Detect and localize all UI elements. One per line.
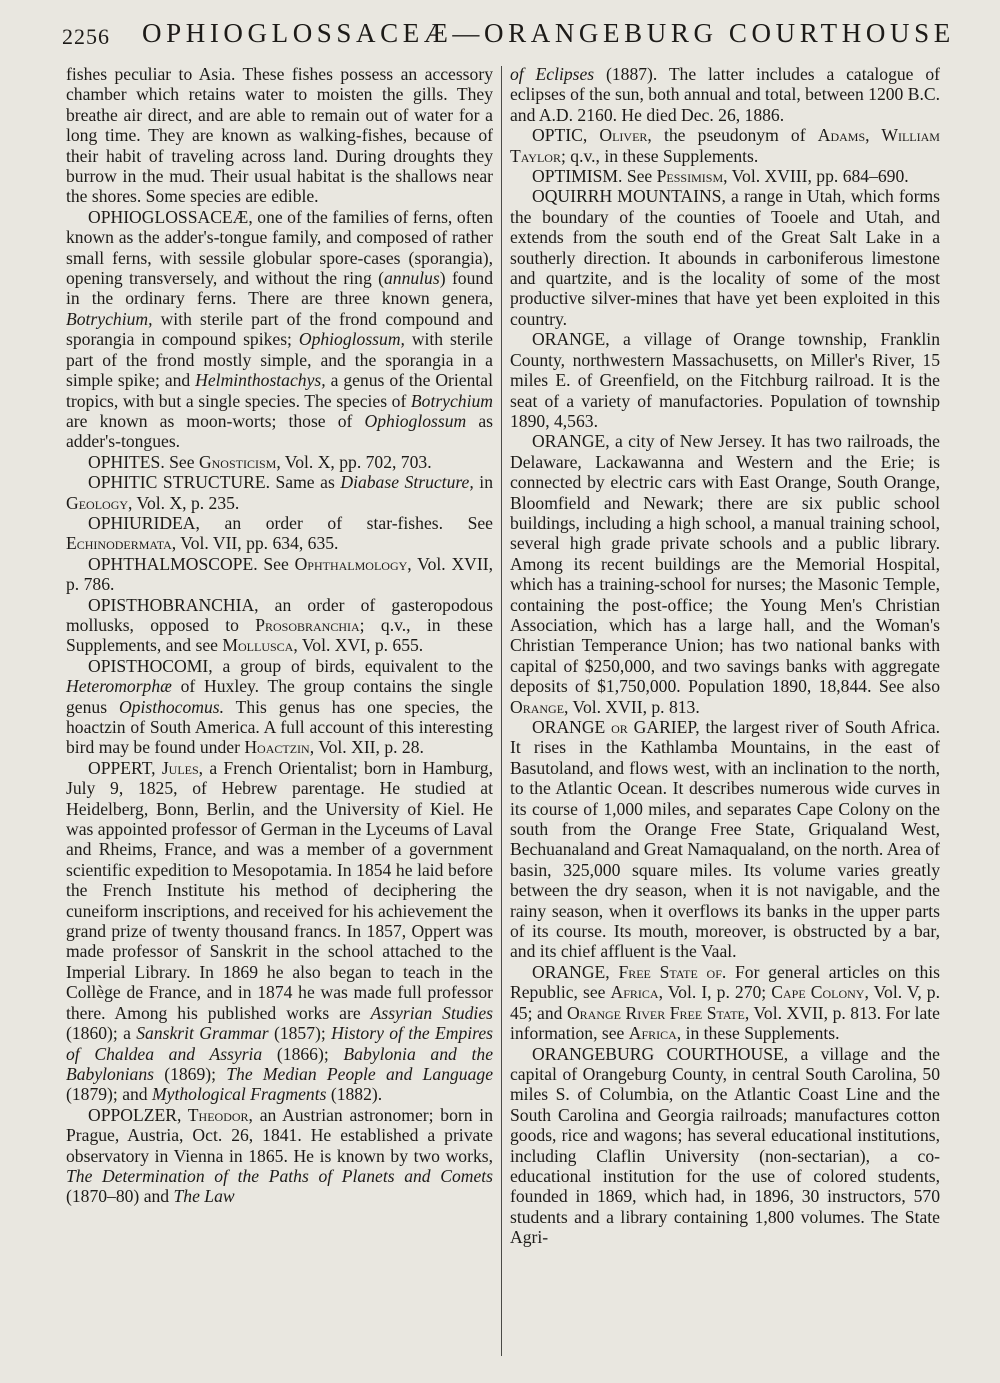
- entry-headword: OPHIOGLOSSACEÆ,: [88, 206, 253, 227]
- entry-oquirrh-mountains: OQUIRRH MOUNTAINS, a range in Utah, which forms the boundary of the counties of Tooele and Utah, and extends from the south end of the Great Salt Lake in a southerly direction. It abounds in carboniferous limestone and quartzite, and is the locality of some of the most productive silver-mines that have yet been exploited in this country.: [510, 186, 940, 329]
- entry-headword: ORANGE,: [532, 329, 610, 350]
- entry-oppert: OPPERT, Jules, a French Orientalist; born in Hamburg, July 9, 1825, of Hebrew parentage. He studied at Heidelberg, Bonn, Berlin, and the University of Kiel. He was appointed professor of German in the Lyceums of Laval and Rheims, France, and was a member of a government scientific expedition to Mesopotamia. In 1854 he laid before the French Institute his method of deciphering the cuneiform inscriptions, and received for his achievement the grand prize of twenty thousand francs. In 1857, Oppert was made professor of Sanskrit in the school attached to the Imperial Library. In 1869 he also began to teach in the Collège de France, and in 1874 he was made full professor there. Among his published works are Assyrian Studies (1860); a Sanskrit Grammar (1857); History of the Empires of Chaldea and Assyria (1866); Babylonia and the Babylonians (1869); The Median People and Language (1879); and Mythological Fragments (1882).: [66, 757, 494, 1105]
- entry-headword: ORANGE: [532, 717, 606, 737]
- entry-headword: OPHIURIDEA,: [88, 512, 200, 533]
- entry-ophthalmoscope: OPHTHALMOSCOPE. See Ophthalmology, Vol. XVII, p. 786.: [66, 553, 494, 595]
- entry-oppolzer: OPPOLZER, Theodor, an Austrian astronomer; born in Prague, Austria, Oct. 26, 1841. He established a private observatory in Vienna in 1865. He is known by two works, The Determination of the Paths of Planets and Comets (1870–80) and The Law: [66, 1104, 493, 1207]
- entry-headword: GARIEP,: [633, 717, 700, 737]
- entry-headword: OPPERT,: [88, 757, 156, 778]
- entry-headword: OPISTHOCOMI,: [88, 655, 213, 676]
- entry-headword: OPPOLZER,: [88, 1104, 182, 1125]
- running-title: OPHIOGLOSSACEÆ—ORANGEBURG COURTHOUSE: [142, 18, 955, 48]
- entry-ophioglossaceae: OPHIOGLOSSACEÆ, one of the families of ferns, often known as the adder's-tongue family, and composed of rather small ferns, with sessile globular spore-cases (sporangia), opening transversely, and without the ring (annulus) found in the ordinary ferns. There are three known genera, Botrychium, with sterile part of the frond compound and sporangia in compound spikes; Ophioglossum, with sterile part of the frond mostly simple, and the sporangia in a simple spike; and Helminthostachys, a genus of the Oriental tropics, with but a single species. The species of Botrychium are known as moon-worts; those of Ophioglossum as adder's-tongues.: [66, 206, 493, 452]
- column-divider: [501, 66, 502, 1356]
- entry-headword: OPISTHOBRANCHIA,: [88, 594, 259, 615]
- entry-opisthocomi: OPISTHOCOMI, a group of birds, equivalent to the Heteromorphæ of Huxley. The group contains the single genus Opisthocomus. This genus has one species, the hoactzin of South America. A full account of this interesting bird may be found under Hoactzin, Vol. XII, p. 28.: [66, 655, 493, 758]
- entry-headword: OPTIC,: [532, 125, 588, 146]
- entry-orange-massachusetts: ORANGE, a village of Orange township, Franklin County, northwestern Massachusetts, on Miller's River, 15 miles E. of Greenfield, on the Fitchburg railroad. It is the seat of a variety of manufactories. Population of township 1890, 4,563.: [510, 329, 940, 431]
- entry-orangeburg-courthouse: ORANGEBURG COURTHOUSE, a village and the capital of Orangeburg County, in central South Carolina, 50 miles S. of Columbia, on the Atlantic Coast Line and the South Carolina and Georgia railroads; manufactures cotton goods, rice and wagons; has several educational institutions, including Claflin University (non-sectarian), a co-educational institution for the use of colored students, founded in 1869, which had, in 1896, 30 instructors, 570 students and a library containing 1,800 volumes. The State Agri-: [510, 1043, 940, 1248]
- entry-orange-free-state: ORANGE, Free State of. For general articles on this Republic, see Africa, Vol. I, p. 270; Cape Colony, Vol. V, p. 45; and Orange River Free State, Vol. XVII, p. 813. For late information, see Africa, in these Supplements.: [510, 961, 940, 1044]
- entry-opisthobranchia: OPISTHOBRANCHIA, an order of gasteropodous mollusks, opposed to Prosobranchia; q.v., in these Supplements, and see Mollusca, Vol. XVI, p. 655.: [66, 594, 493, 656]
- entry-headword: OQUIRRH MOUNTAINS,: [532, 186, 726, 207]
- entry-ophiuridea: OPHIURIDEA, an order of star-fishes. See Echinodermata, Vol. VII, pp. 634, 635.: [66, 512, 493, 554]
- entry-headword: OPHITES.: [88, 451, 165, 472]
- entry-ophites: OPHITES. See Gnosticism, Vol. X, pp. 702, 703.: [88, 451, 432, 472]
- entry-optimism: OPTIMISM. See Pessimism, Vol. XVIII, pp. 684–690.: [532, 166, 909, 187]
- page-number: 2256: [62, 24, 110, 49]
- entry-optic: OPTIC, Oliver, the pseudonym of Adams, William Taylor; q.v., in these Supplements.: [510, 125, 940, 166]
- entry-orange-gariep: ORANGE or GARIEP, the largest river of South Africa. It rises in the Kathlamba Mountains, in the east of Basutoland, and flows west, with an inclination to the north, to the Atlantic Ocean. It describes numerous wide curves in its course of 1,000 miles, and separates Cape Colony on the south from the Orange Free State, Griqualand West, Bechuanaland and Great Namaqualand, on the north. Area of basin, 325,000 square miles. Its volume varies greatly between the dry season, when it is not navigable, and the rainy season, when it overflows its banks in the upper parts of its course. Its mouth, moreover, is obstructed by a bar, and its chief affluent is the Vaal.: [510, 717, 940, 962]
- entry-headword: ORANGE,: [532, 961, 610, 982]
- right-column: [510, 64, 940, 1248]
- entry-headword: OPTIMISM.: [532, 166, 623, 187]
- left-column: [66, 64, 493, 1207]
- entry-orange-new-jersey: ORANGE, a city of New Jersey. It has two railroads, the Delaware, Lackawanna and Western and the Erie; is connected by electric cars with East Orange, South Orange, Bloomfield and Newark; there are six public school buildings, including a high school, a manual training school, several high grade private schools and a public library. Among its recent buildings are the Memorial Hospital, which has a training-school for nurses; the Masonic Temple, containing the post-office; the Young Men's Christian Association, which has a large hall, and the Woman's Christian Temperance Union; has two national banks with capital of $250,000, and two savings banks with aggregate deposits of $1,750,000. Population 1890, 18,844. See also Orange, Vol. XVII, p. 813.: [510, 431, 940, 717]
- entry-headword: OPHTHALMOSCOPE.: [88, 553, 258, 574]
- entry-headword: ORANGE,: [532, 431, 610, 452]
- entry-continuation-walking-fishes: fishes peculiar to Asia. These fishes possess an accessory chamber which retains water to moisten the gills. They breathe air direct, and are able to remain out of water for a long time. They are known as walking-fishes, because of their habit of traveling across land. During droughts they burrow in the mud. Their usual habitat is the shallows near the shores. Some species are edible.: [66, 64, 493, 207]
- entry-headword: OPHITIC STRUCTURE.: [88, 472, 270, 493]
- page-header: [62, 18, 955, 58]
- entry-headword: ORANGEBURG COURTHOUSE,: [532, 1043, 789, 1064]
- entry-continuation-oppolzer: of Eclipses (1887). The latter includes a catalogue of eclipses of the sun, both annual and total, between 1200 B.C. and A.D. 2160. He died Dec. 26, 1886.: [510, 64, 940, 125]
- entry-ophitic-structure: OPHITIC STRUCTURE. Same as Diabase Structure, in Geology, Vol. X, p. 235.: [66, 472, 493, 513]
